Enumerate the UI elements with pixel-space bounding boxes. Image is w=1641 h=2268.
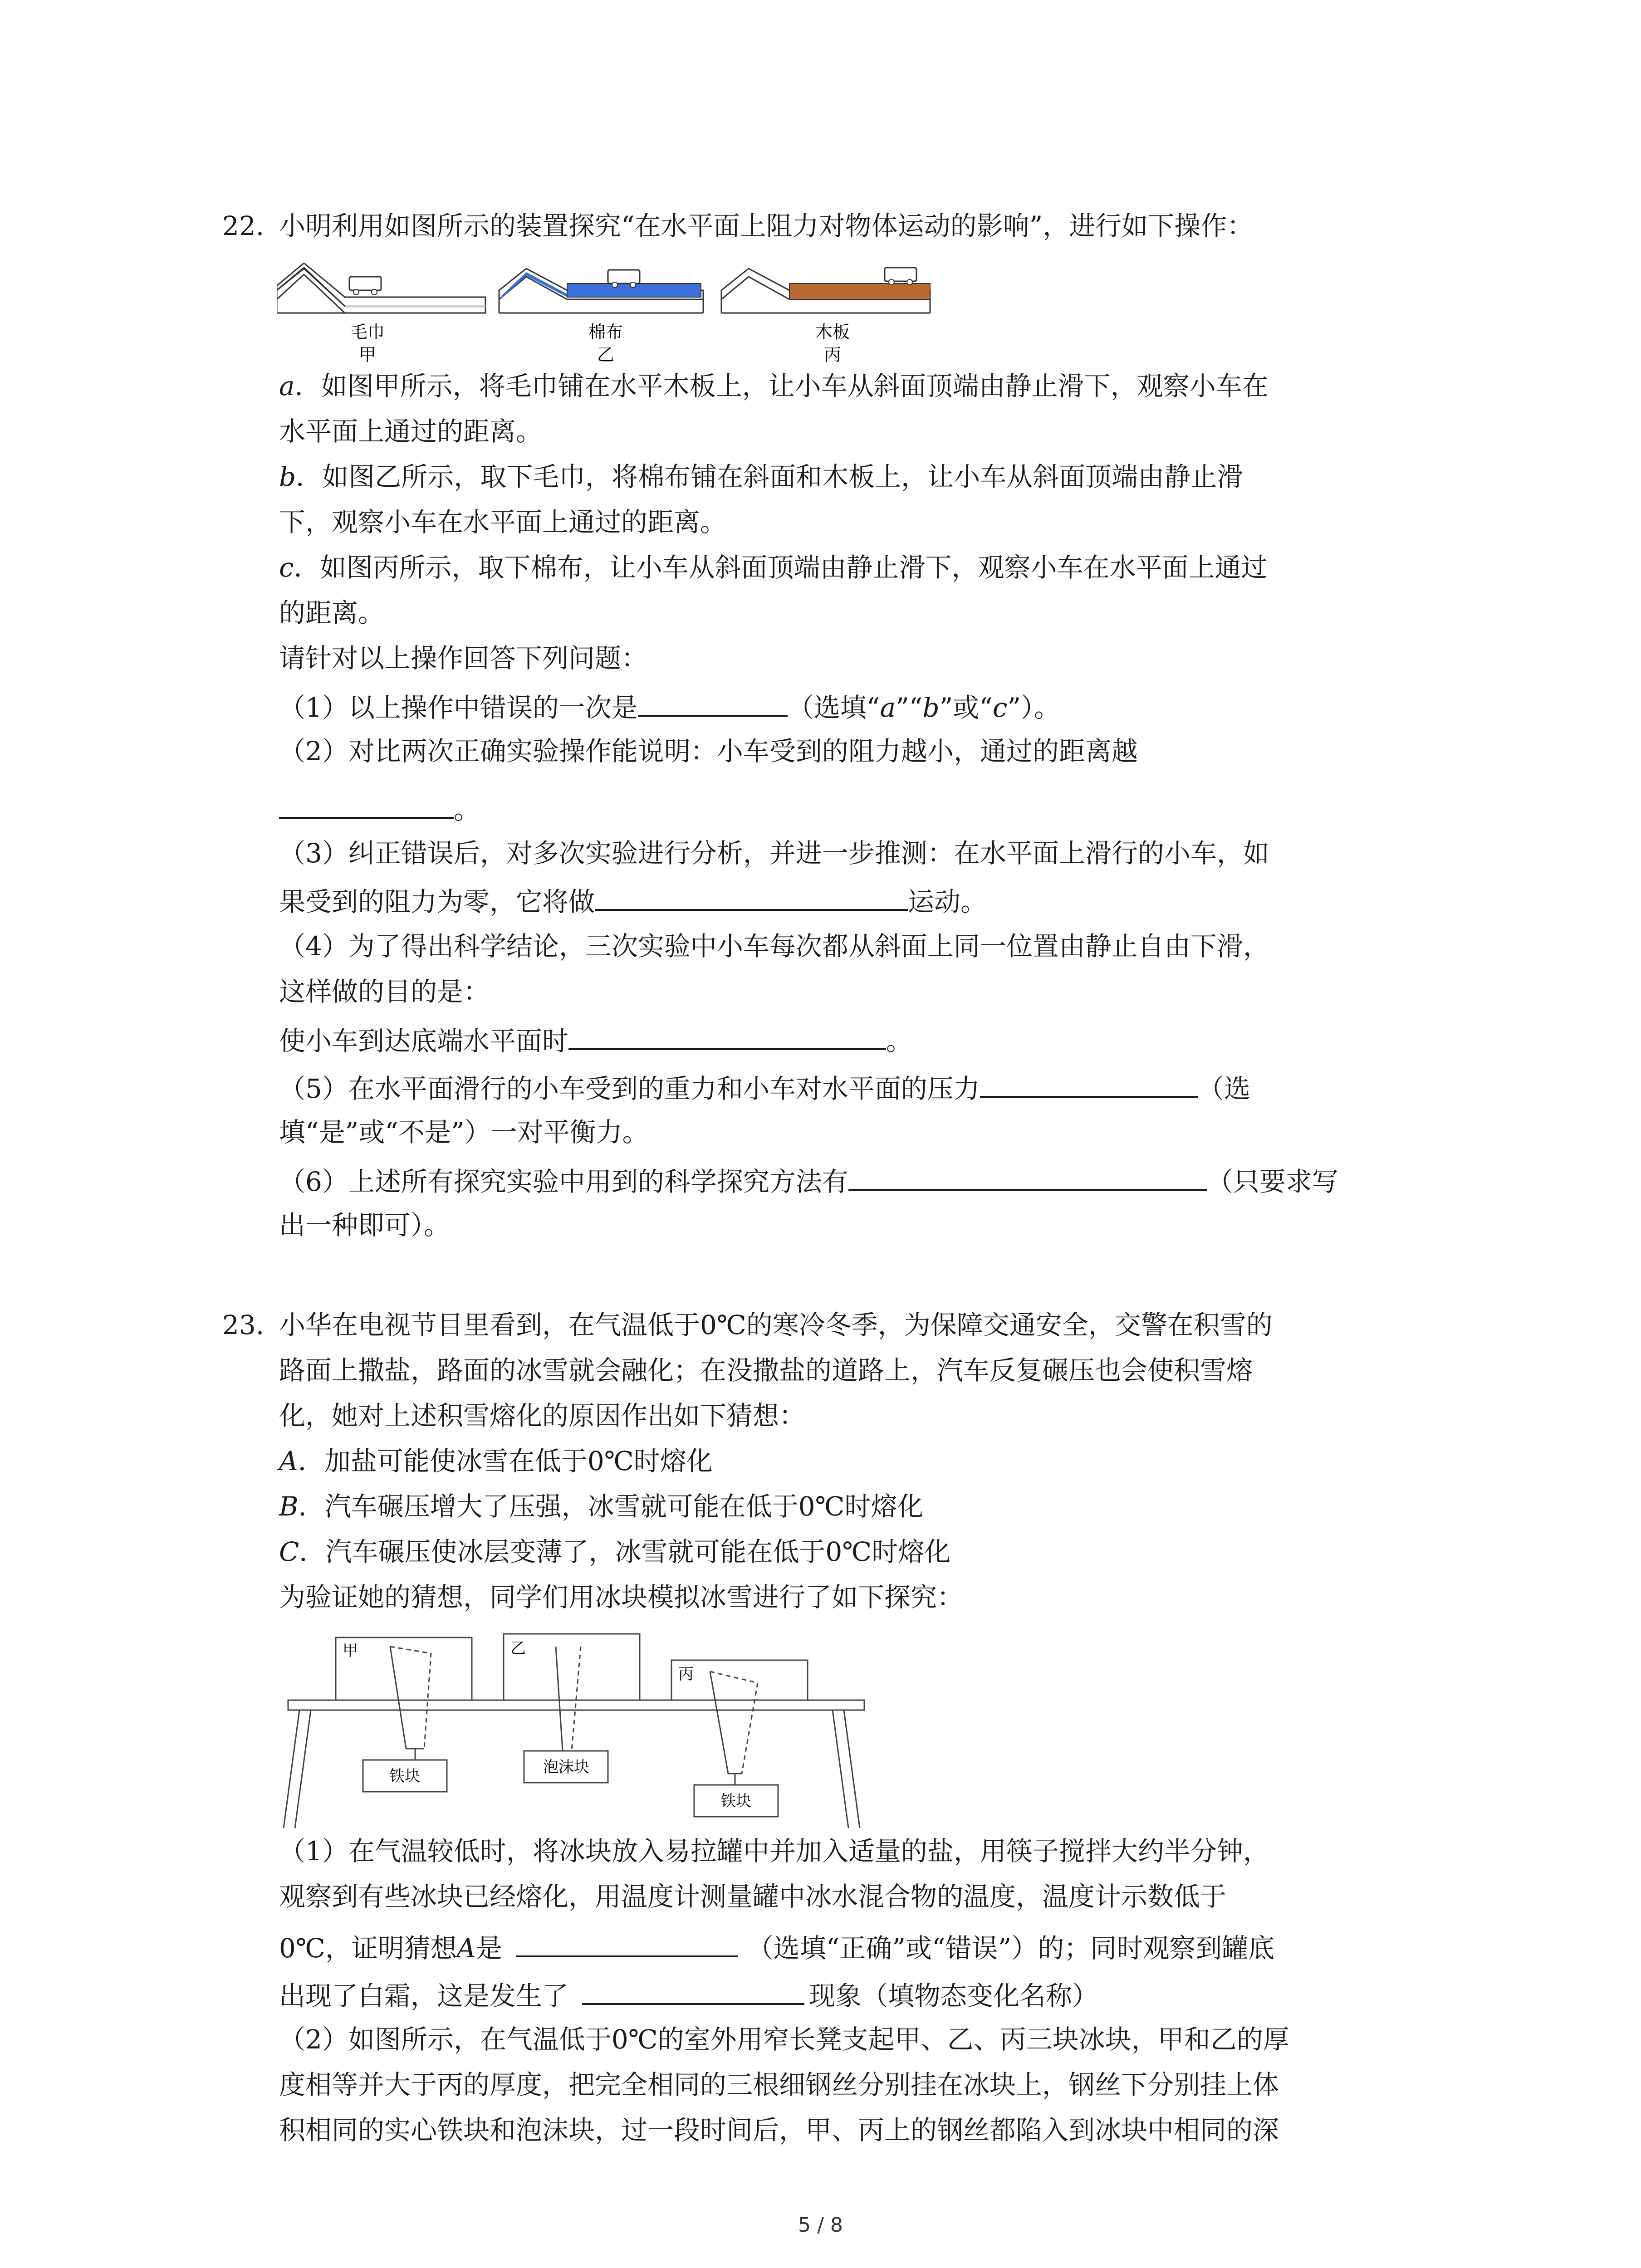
step-c-line-2: 的距离。 [279, 597, 385, 628]
questions-prompt: 请针对以上操作回答下列问题： [279, 643, 648, 674]
question-22-5-line-2: 填“是”或“不是”）一对平衡力。 [279, 1117, 649, 1148]
question-22-6-line-1: （6）上述所有探究实验中用到的科学探究方法有 （只要求写 [279, 1163, 1338, 1198]
answer-blank-22-1[interactable] [638, 689, 788, 717]
answer-blank-23-1b[interactable] [582, 1978, 804, 2005]
panel-wood [721, 268, 930, 313]
question-23-2-line-2: 度相等并大于丙的厚度，把完全相同的三根细钢丝分别挂在冰块上，钢丝下分别挂上体 [279, 2069, 1279, 2100]
ice-block-figure [281, 1628, 871, 1833]
question-22-5-line-1: （5）在水平面滑行的小车受到的重力和小车对水平面的压力 （选 [279, 1070, 1250, 1105]
question-23-number: 23. [222, 1310, 265, 1340]
guess-a: A．加盐可能使冰雪在低于0℃时熔化 [279, 1446, 713, 1476]
answer-blank-22-4[interactable] [568, 1023, 886, 1050]
question-22-4-line-3: 使小车到达底端水平面时 。 [279, 1023, 912, 1057]
question-22-number: 22. [222, 210, 265, 241]
panel-c-label: 丙 [823, 345, 842, 365]
question-23-line-4: 为验证她的猜想，同学们用冰块模拟冰雪进行了如下探究： [279, 1582, 964, 1613]
answer-blank-23-1a[interactable] [516, 1930, 738, 1957]
ramp-experiment-figure [277, 263, 948, 372]
panel-a-label: 甲 [358, 345, 377, 365]
question-23-2-line-3: 积相同的实心铁块和泡沫块，过一段时间后，甲、丙上的钢丝都陷入到冰块中相同的深 [279, 2115, 1279, 2146]
iron-block-a-label: 铁块 [389, 1767, 420, 1785]
step-b-line-2: 下，观察小车在水平面上通过的距离。 [279, 507, 727, 538]
question-23-1-line-1: （1）在气温较低时，将冰块放入易拉罐中并加入适量的盐，用筷子搅拌大约半分钟， [279, 1836, 1269, 1867]
towel-label: 毛巾 [350, 322, 385, 342]
question-22-3-line-2: 果受到的阻力为零，它将做 运动。 [279, 884, 987, 918]
question-22-2-line-2: 。 [279, 792, 480, 826]
answer-blank-22-3[interactable] [595, 884, 908, 911]
step-a-line-2: 水平面上通过的距离。 [279, 416, 543, 447]
step-a-line-1: a．如图甲所示，将毛巾铺在水平木板上，让小车从斜面顶端由静止滑下，观察小车在 [279, 371, 1269, 401]
answer-blank-22-2[interactable] [279, 792, 454, 819]
iron-block-c-label: 铁块 [720, 1792, 751, 1810]
guess-b: B．汽车碾压增大了压强，冰雪就可能在低于0℃时熔化 [279, 1491, 924, 1522]
question-22-6-line-2: 出一种即可）。 [279, 1210, 451, 1241]
page-number: 5 / 8 [798, 2214, 843, 2237]
question-22-3-line-1: （3）纠正错误后，对多次实验进行分析，并进一步推测：在水平面上滑行的小车，如 [279, 838, 1269, 869]
question-23-line-2: 路面上撒盐，路面的冰雪就会融化；在没撒盐的道路上，汽车反复碾压也会使积雪熔 [279, 1355, 1253, 1386]
panel-b-label: 乙 [597, 345, 615, 365]
panel-towel [277, 263, 485, 313]
question-23-1-line-4: 出现了白霜，这是发生了 现象（填物态变化名称） [279, 1978, 1098, 2012]
ice-block-c-label: 丙 [678, 1665, 694, 1683]
question-23-line-1: 小华在电视节目里看到，在气温低于0℃的寒冷冬季，为保障交通安全，交警在积雪的 [279, 1310, 1273, 1340]
step-c-line-1: c．如图丙所示，取下棉布，让小车从斜面顶端由静止滑下，观察小车在水平面上通过 [279, 552, 1268, 583]
answer-blank-22-6[interactable] [848, 1163, 1207, 1191]
guess-c: C．汽车碾压使冰层变薄了，冰雪就可能在低于0℃时熔化 [279, 1536, 951, 1567]
question-23-line-3: 化，她对上述积雪熔化的原因作出如下猜想： [279, 1400, 806, 1431]
ice-block-a-label: 甲 [343, 1642, 358, 1660]
question-23-1-line-3: 0℃，证明猜想A是 （选填“正确”或“错误”）的；同时观察到罐底 [279, 1930, 1274, 1965]
question-22-2-line-1: （2）对比两次正确实验操作能说明：小车受到的阻力越小，通过的距离越 [279, 736, 1138, 767]
question-22-4-line-2: 这样做的目的是： [279, 976, 490, 1007]
answer-blank-22-5[interactable] [980, 1070, 1198, 1098]
question-22-1: （1）以上操作中错误的一次是 （选填“a”“b”或“c”）。 [279, 689, 1060, 724]
step-b-line-1: b．如图乙所示，取下毛巾，将棉布铺在斜面和木板上，让小车从斜面顶端由静止滑 [279, 461, 1244, 492]
question-23-2-line-1: （2）如图所示，在气温低于0℃的室外用窄长凳支起甲、乙、丙三块冰块，甲和乙的厚 [279, 2024, 1289, 2055]
foam-block-label: 泡沫块 [543, 1758, 589, 1776]
panel-cotton [499, 269, 703, 313]
wood-label: 木板 [815, 322, 850, 342]
question-22-intro: 小明利用如图所示的装置探究“在水平面上阻力对物体运动的影响”，进行如下操作： [279, 210, 1254, 241]
ice-block-b-label: 乙 [510, 1639, 526, 1657]
cotton-label: 棉布 [588, 322, 623, 342]
question-23-1-line-2: 观察到有些冰块已经熔化，用温度计测量罐中冰水混合物的温度，温度计示数低于 [279, 1881, 1227, 1912]
question-22-4-line-1: （4）为了得出科学结论，三次实验中小车每次都从斜面上同一位置由静止自由下滑， [279, 931, 1269, 962]
